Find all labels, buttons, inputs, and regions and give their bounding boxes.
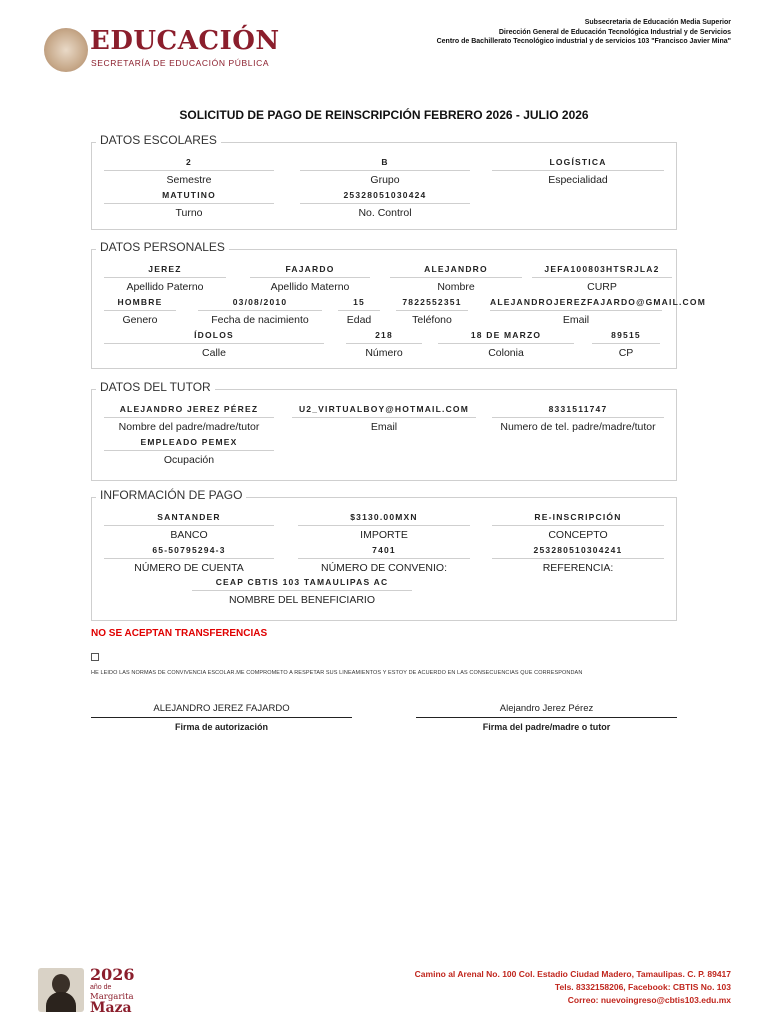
field-value: 65-50795294-3 <box>104 545 274 559</box>
field-label: NÚMERO DE CUENTA <box>134 562 244 574</box>
field-label: BANCO <box>170 529 208 541</box>
field-numero-convenio <box>298 545 470 574</box>
document-title: SOLICITUD DE PAGO DE REINSCRIPCIÓN FEBRERO 2026 - JULIO 2026 <box>179 108 589 122</box>
field-curp <box>532 264 672 293</box>
field-calle <box>104 330 324 359</box>
footer-name-last: Maza <box>90 1000 132 1016</box>
field-label: NOMBRE DEL BENEFICIARIO <box>228 594 376 606</box>
field-value: CEAP CBTIS 103 TAMAULIPAS AC <box>192 577 412 591</box>
educacion-logo-text: EDUCACIÓN <box>90 26 280 56</box>
field-label: Nombre <box>437 281 475 293</box>
field-label: NÚMERO DE CONVENIO: <box>320 562 447 574</box>
signature-line <box>91 717 352 718</box>
field-value: SANTANDER <box>104 512 274 526</box>
field-value: MATUTINO <box>104 190 274 204</box>
field-label: Colonia <box>488 347 524 359</box>
field-label: Apellido Paterno <box>126 281 204 293</box>
field-apellido-paterno <box>104 264 226 293</box>
field-label: No. Control <box>358 207 412 219</box>
agreement-text: HE LEIDO LAS NORMAS DE CONVIVENCIA ESCOLAR.ME COMPROMETO A RESPETAR SUS LINEAMIENTOS Y ESTOY DE ACUERDO EN LAS CONSECUENCIAS QUE CORRESPONDAN <box>91 670 583 676</box>
field-numero-cuenta <box>104 545 274 574</box>
field-label: CONCEPTO <box>548 529 608 541</box>
field-value: FAJARDO <box>250 264 370 278</box>
footer-address: Camino al Arenal No. 100 Col. Estadio Ciudad Madero, Tamaulipas. C. P. 89417 <box>414 969 731 979</box>
field-value: 2 <box>104 157 274 171</box>
field-edad <box>338 297 380 326</box>
field-value: 25328051030424 <box>300 190 470 204</box>
field-genero <box>104 297 176 326</box>
header-line: Dirección General de Educación Tecnológica Industrial y de Servicios <box>498 28 731 36</box>
field-value: RE-INSCRIPCIÓN <box>492 512 664 526</box>
signature-role: Firma de autorización <box>174 722 269 732</box>
field-grupo <box>300 157 470 186</box>
field-label: Calle <box>202 347 226 359</box>
section-title: INFORMACIÓN DE PAGO <box>96 488 246 502</box>
field-telefono <box>396 297 468 326</box>
field-value: $3130.00MXN <box>298 512 470 526</box>
field-colonia <box>438 330 574 359</box>
field-importe <box>298 512 470 541</box>
agreement-checkbox[interactable] <box>91 653 99 661</box>
header-line: Centro de Bachillerato Tecnológico industrial y de servicios 103 "Francisco Javier Mina" <box>436 38 731 45</box>
field-label: Email <box>370 421 398 433</box>
section-title: DATOS PERSONALES <box>96 240 229 254</box>
field-label: Turno <box>175 207 203 219</box>
signature-tutor <box>416 703 677 732</box>
field-value: 253280510304241 <box>492 545 664 559</box>
field-value: JEFA100803HTSRJLA2 <box>532 264 672 278</box>
field-label: Especialidad <box>548 174 608 186</box>
field-tutor-ocupacion <box>104 437 274 466</box>
field-tutor-email <box>292 404 476 433</box>
section-title: DATOS DEL TUTOR <box>96 380 215 394</box>
field-value: ALEJANDRO JEREZ PÉREZ <box>104 404 274 418</box>
field-label: Numero de tel. padre/madre/tutor <box>500 421 656 433</box>
field-label: Fecha de nacimiento <box>211 314 309 326</box>
field-value: 89515 <box>592 330 660 344</box>
field-value: EMPLEADO PEMEX <box>104 437 274 451</box>
field-value: ÍDOLOS <box>104 330 324 344</box>
footer-name-first: Margarita <box>90 992 134 1002</box>
field-value: 03/08/2010 <box>198 297 322 311</box>
field-cp <box>592 330 660 359</box>
signature-name: Alejandro Jerez Pérez <box>499 703 594 714</box>
field-concepto <box>492 512 664 541</box>
field-turno <box>104 190 274 219</box>
field-label: IMPORTE <box>360 529 408 541</box>
signature-authorization <box>91 703 352 732</box>
field-tutor-telefono <box>492 404 664 433</box>
field-label: Nombre del padre/madre/tutor <box>118 421 260 433</box>
field-value: HOMBRE <box>104 297 176 311</box>
field-label: Ocupación <box>163 454 215 466</box>
section-title: DATOS ESCOLARES <box>96 133 221 147</box>
field-semestre <box>104 157 274 186</box>
field-no-control <box>300 190 470 219</box>
field-value: 7822552351 <box>396 297 468 311</box>
field-value: LOGÍSTICA <box>492 157 664 171</box>
field-beneficiario <box>192 577 412 606</box>
field-apellido-materno <box>250 264 370 293</box>
institution-header <box>437 18 731 47</box>
portrait-body <box>46 992 76 1012</box>
field-value: ALEJANDROJEREZFAJARDO@GMAIL.COM <box>490 297 662 311</box>
field-numero <box>346 330 422 359</box>
section-datos-escolares <box>91 133 677 230</box>
footer-year: 2026 <box>90 965 135 984</box>
signature-name: ALEJANDRO JEREZ FAJARDO <box>153 703 290 714</box>
field-email <box>490 297 706 326</box>
sep-logo-subtitle: SECRETARÍA DE EDUCACIÓN PÚBLICA <box>91 58 270 68</box>
government-seal-logo <box>44 28 88 72</box>
footer-email: Correo: nuevoingreso@cbtis103.edu.mx <box>567 995 731 1005</box>
field-label: CP <box>618 347 634 359</box>
section-datos-personales <box>91 240 706 369</box>
field-label: CURP <box>587 281 617 293</box>
field-label: Edad <box>346 314 372 326</box>
field-label: Teléfono <box>412 314 452 326</box>
field-nombre <box>390 264 522 293</box>
field-label: Número <box>365 347 403 359</box>
field-value: U2_VIRTUALBOY@HOTMAIL.COM <box>292 404 476 418</box>
field-value: 7401 <box>298 545 470 559</box>
signature-line <box>416 717 677 718</box>
footer-year-sub: año de <box>90 984 112 991</box>
field-referencia <box>492 545 664 574</box>
signature-role: Firma del padre/madre o tutor <box>482 722 611 732</box>
field-value: 15 <box>338 297 380 311</box>
field-label: Email <box>562 314 590 326</box>
field-value: ALEJANDRO <box>390 264 522 278</box>
field-label: Genero <box>122 314 158 326</box>
field-value: B <box>300 157 470 171</box>
portrait-head <box>52 974 70 994</box>
field-banco <box>104 512 274 541</box>
footer-contact <box>415 968 731 1007</box>
field-label: Semestre <box>166 174 212 186</box>
field-tutor-nombre <box>104 404 274 433</box>
header-line: Subsecretaria de Educación Media Superior <box>584 19 731 26</box>
field-value: JEREZ <box>104 264 226 278</box>
field-label: Apellido Materno <box>270 281 350 293</box>
field-fecha-nacimiento <box>198 297 322 326</box>
field-value: 8331511747 <box>492 404 664 418</box>
margarita-maza-portrait-icon <box>38 968 84 1012</box>
field-value: 18 DE MARZO <box>438 330 574 344</box>
transfer-warning: NO SE ACEPTAN TRANSFERENCIAS <box>91 628 268 639</box>
field-label: Grupo <box>370 174 400 186</box>
field-value: 218 <box>346 330 422 344</box>
field-label: REFERENCIA: <box>542 562 614 574</box>
section-informacion-pago <box>91 488 677 621</box>
footer-phones: Tels. 8332158206, Facebook: CBTIS No. 103 <box>554 982 731 992</box>
field-especialidad <box>492 157 664 186</box>
section-datos-tutor <box>91 380 677 481</box>
